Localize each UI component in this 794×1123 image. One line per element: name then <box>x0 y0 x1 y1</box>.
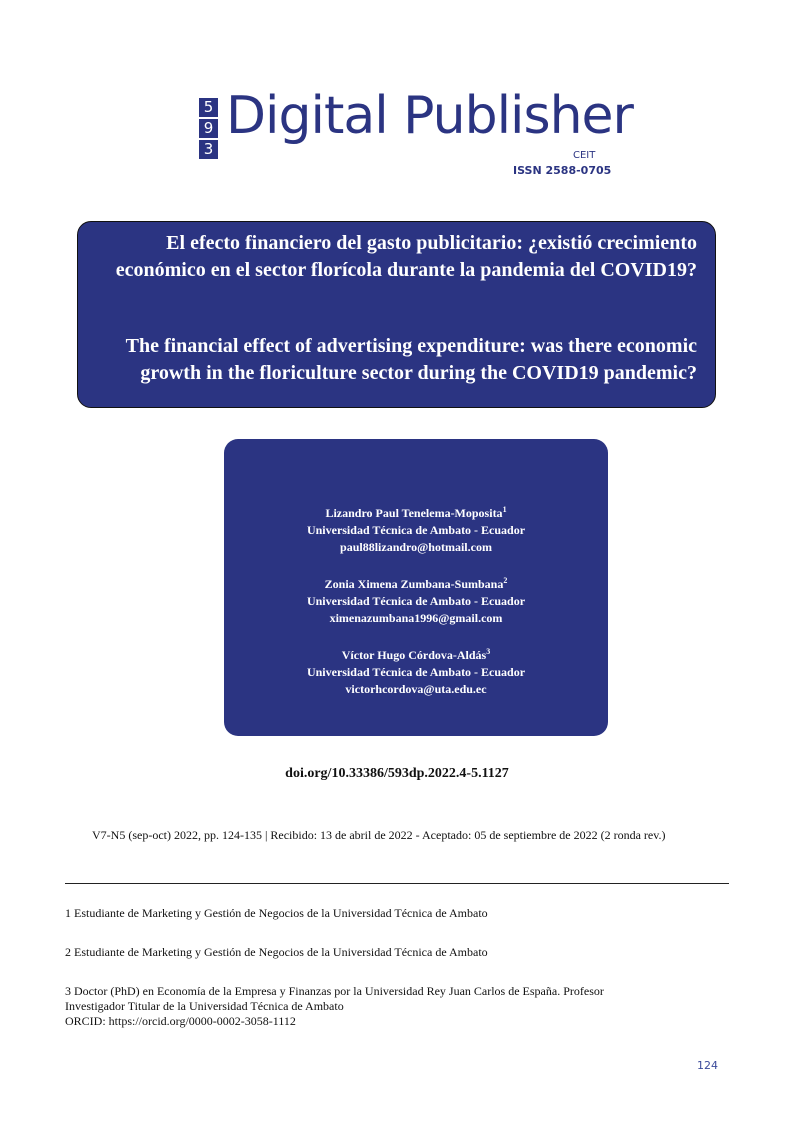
doi-link[interactable]: doi.org/10.33386/593dp.2022.4-5.1127 <box>285 766 509 781</box>
author-block <box>224 501 608 556</box>
logo-digit: 3 <box>199 140 218 159</box>
author-block <box>224 572 608 627</box>
author-affiliation: Universidad Técnica de Ambato - Ecuador <box>306 594 526 608</box>
logo-digit-stack <box>199 98 218 161</box>
author-name: Zonia Ximena Zumbana-Sumbana <box>324 577 504 591</box>
author-name-line <box>224 501 608 522</box>
author-affiliation: Universidad Técnica de Ambato - Ecuador <box>306 523 526 537</box>
author-name: Lizandro Paul Tenelema-Moposita <box>325 506 503 520</box>
footnote-3-line: 3 Doctor (PhD) en Economía de la Empresa y Finanzas por la Universidad Rey Juan Carlos de España. Profesor <box>65 984 604 998</box>
title-english: The financial effect of advertising expenditure: was there economic growth in the floriculture sector during the COVID19 pandemic? <box>125 335 697 384</box>
logo-digit: 9 <box>199 119 218 138</box>
author-footnote-mark: 1 <box>502 505 507 514</box>
author-block <box>224 643 608 698</box>
author-name-line <box>224 643 608 664</box>
author-email[interactable]: victorhcordova@uta.edu.ec <box>345 682 487 696</box>
footnote-divider <box>65 883 729 884</box>
publication-meta: V7-N5 (sep-oct) 2022, pp. 124-135 | Recibido: 13 de abril de 2022 - Aceptado: 05 de septiembre de 2022 (2 ronda rev.) <box>92 828 666 842</box>
issn: ISSN 2588-0705 <box>513 164 612 177</box>
author-footnote-mark: 3 <box>486 647 491 656</box>
author-footnote-mark: 2 <box>503 576 508 585</box>
footnote-3-line: Investigador Titular de la Universidad Técnica de Ambato <box>65 999 344 1013</box>
title-panel <box>77 221 716 408</box>
author-email[interactable]: paul88lizandro@hotmail.com <box>340 540 492 554</box>
author-affiliation: Universidad Técnica de Ambato - Ecuador <box>306 665 526 679</box>
logo-digit: 5 <box>199 98 218 117</box>
author-list <box>224 501 608 714</box>
logo-wordmark: Digital Publisher <box>226 86 633 146</box>
footnote-1: 1 Estudiante de Marketing y Gestión de Negocios de la Universidad Técnica de Ambato <box>65 906 488 920</box>
authors-panel <box>224 439 608 736</box>
author-name: Víctor Hugo Córdova-Aldás <box>341 648 487 662</box>
orcid-link[interactable]: ORCID: https://orcid.org/0000-0002-3058-1112 <box>65 1014 296 1028</box>
author-name-line <box>224 572 608 593</box>
footnote-3 <box>65 984 685 1029</box>
logo-subtitle: CEIT <box>573 150 596 161</box>
footnote-2: 2 Estudiante de Marketing y Gestión de Negocios de la Universidad Técnica de Ambato <box>65 945 488 959</box>
journal-logo <box>199 86 633 186</box>
title-spanish: El efecto financiero del gasto publicitario: ¿existió crecimiento económico en el sector florícola durante la pandemia del COVID19? <box>115 232 697 281</box>
author-email[interactable]: ximenazumbana1996@gmail.com <box>329 611 503 625</box>
page-number: 124 <box>697 1059 718 1072</box>
